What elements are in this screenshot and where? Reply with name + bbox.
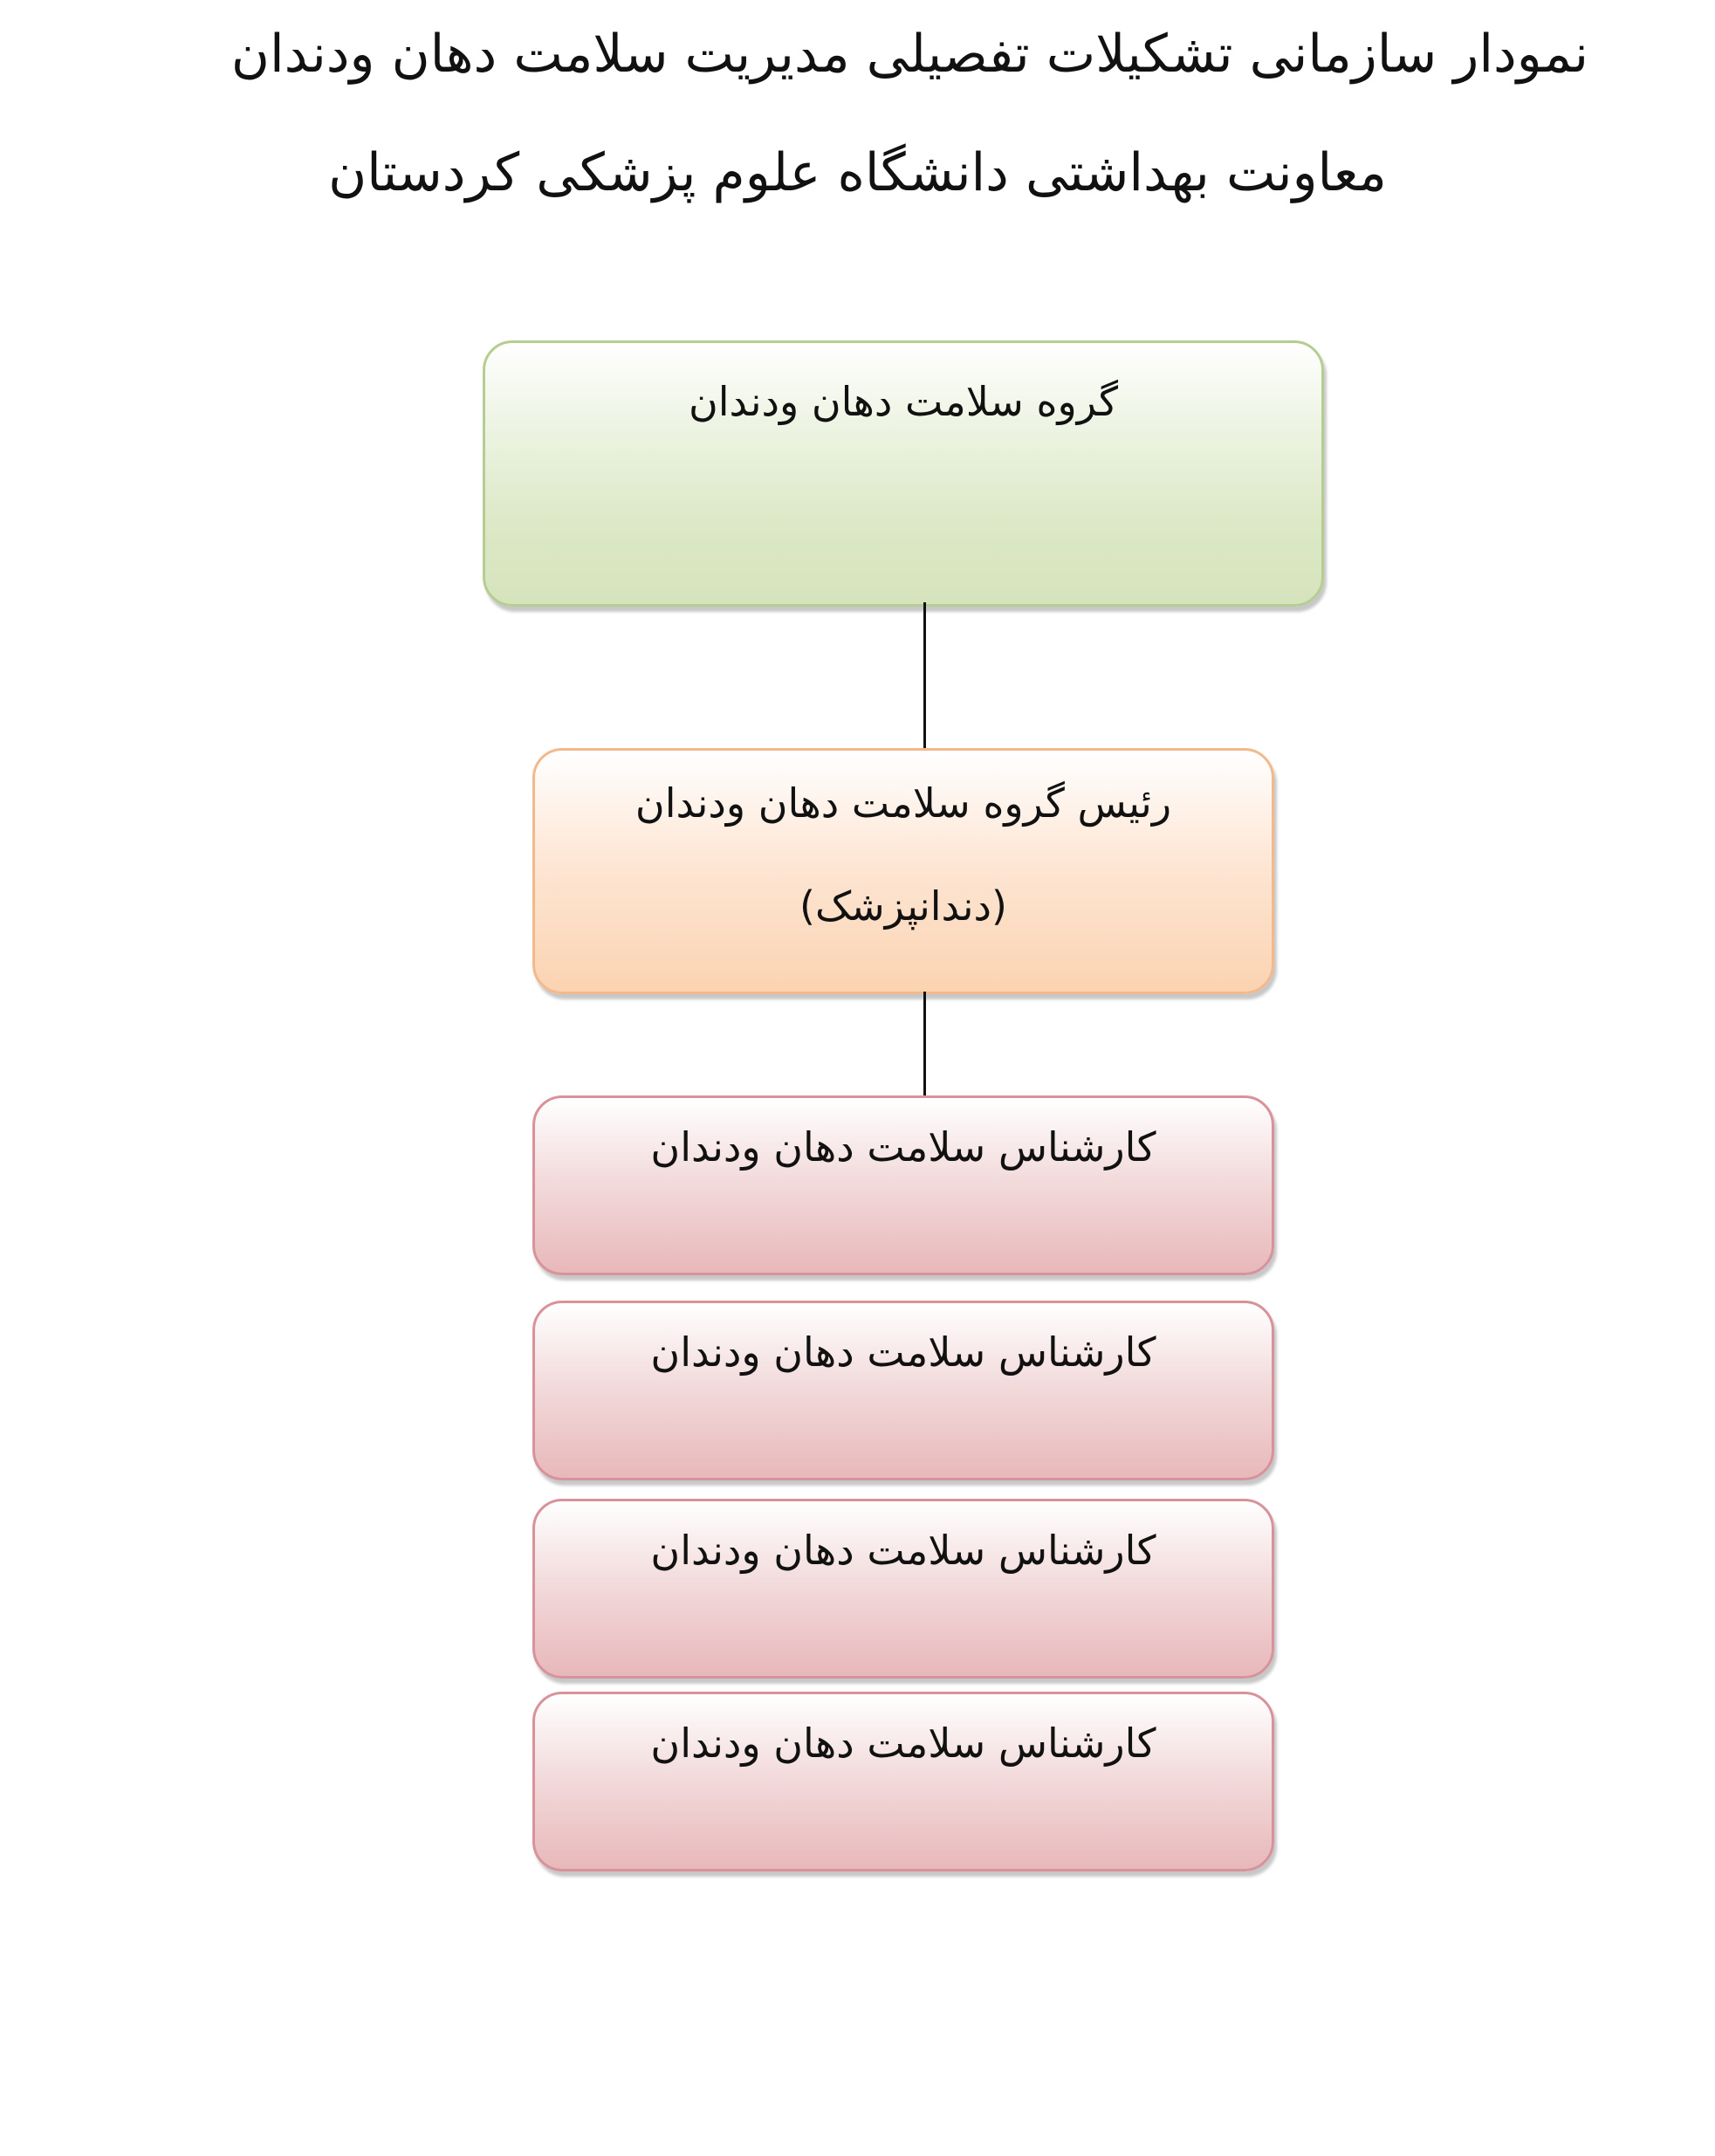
expert-box [532,1095,1274,1275]
group-head-box [532,748,1274,994]
expert-box [532,1499,1274,1679]
expert-label: کارشناس سلامت دهان ودندان [650,1720,1156,1767]
group-head-sublabel: (دندانپزشک) [799,882,1007,930]
chart-title-line-1: نمودار سازمانی تشکیلات تفصیلی مدیریت سلامت دهان ودندان [230,24,1589,85]
expert-box [532,1301,1274,1480]
expert-label: کارشناس سلامت دهان ودندان [650,1123,1156,1171]
expert-label: کارشناس سلامت دهان ودندان [650,1329,1156,1376]
chart-title-line-2: معاونت بهداشتی دانشگاه علوم پزشکی کردستان [328,142,1387,203]
connector-head-to-experts [923,992,926,1096]
expert-box [532,1692,1274,1871]
connector-group-to-head [923,602,926,748]
oral-health-group-box [483,340,1324,607]
expert-label: کارشناس سلامت دهان ودندان [650,1527,1156,1574]
oral-health-group-label: گروه سلامت دهان ودندان [688,378,1118,425]
group-head-label: رئیس گروه سلامت دهان ودندان [635,779,1172,827]
